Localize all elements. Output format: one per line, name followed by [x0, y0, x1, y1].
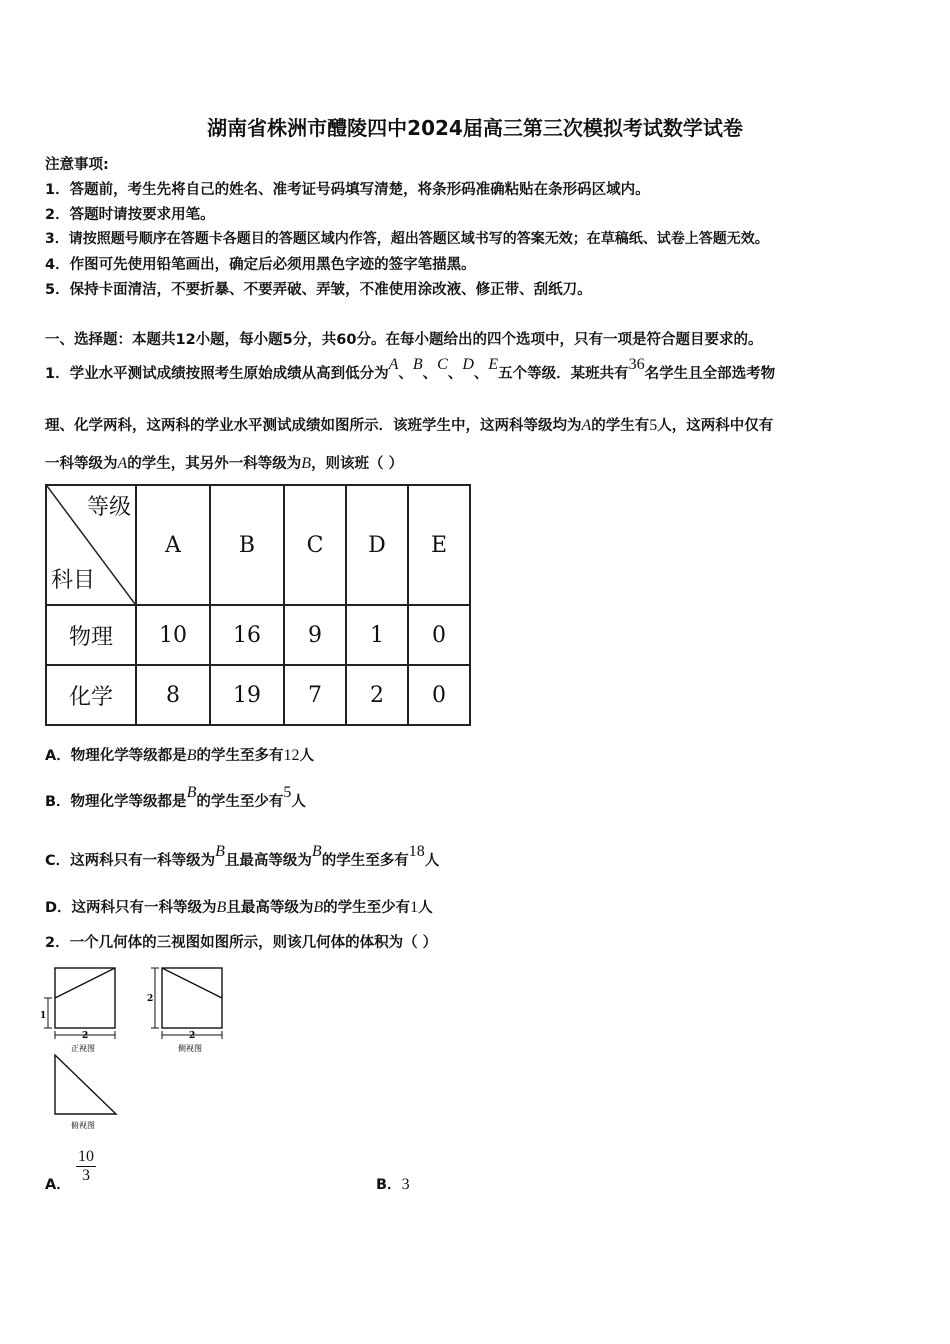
number: 5	[649, 417, 658, 434]
column-header: C	[284, 485, 346, 605]
value-cell: 2	[346, 665, 408, 725]
notice-item: 5．保持卡面清洁，不要折暴、不要弄破、弄皱，不准使用涂改液、修正带、刮纸刀。	[45, 282, 592, 298]
side-view	[151, 968, 222, 1039]
separator: 、	[473, 366, 489, 382]
column-header: D	[346, 485, 408, 605]
q1-text: ，则该班（ ）	[311, 456, 404, 472]
table-row	[46, 605, 470, 665]
value-cell: 9	[284, 605, 346, 665]
notice-heading: 注意事项:	[45, 157, 109, 173]
q2-option-b[interactable]	[376, 1173, 410, 1194]
option-text: 的学生至多有	[321, 853, 409, 869]
fraction-denominator: 3	[82, 1167, 90, 1184]
q1-option-b[interactable]	[45, 784, 306, 811]
subject-cell: 物理	[46, 605, 136, 665]
fraction	[76, 1148, 96, 1185]
notice-item: 2．答题时请按要求用笔。	[45, 207, 215, 223]
side-view-caption: 侧视图	[178, 1044, 202, 1053]
table-corner-cell	[46, 485, 136, 605]
front-view	[44, 968, 115, 1039]
q1-line-1	[45, 356, 776, 383]
page-title: 湖南省株洲市醴陵四中2024届高三第三次模拟考试数学试卷	[207, 116, 743, 140]
grade-letter: C	[437, 356, 448, 373]
value-cell: 10	[136, 605, 210, 665]
q1-text: 的学生有	[591, 418, 650, 434]
notice-item: 4．作图可先使用铅笔画出，确定后必须用黑色字迹的签字笔描黑。	[45, 257, 476, 273]
q1-option-d[interactable]	[45, 896, 433, 917]
variable: B	[216, 899, 227, 916]
option-text: 且最高等级为	[226, 900, 314, 916]
number: 36	[628, 356, 645, 373]
number: 18	[408, 843, 425, 860]
value-cell: 0	[408, 665, 470, 725]
front-width-label: 2	[82, 1031, 89, 1041]
header-subject-label: 科目	[51, 568, 96, 593]
variable: B	[186, 784, 197, 801]
option-text: 且最高等级为	[224, 853, 312, 869]
q1-line-2	[45, 414, 773, 435]
q1-option-a[interactable]	[45, 744, 314, 765]
column-header: B	[210, 485, 284, 605]
variable: B	[311, 843, 322, 860]
variable: B	[186, 747, 197, 764]
front-height-label: 1	[40, 1011, 47, 1021]
value-cell: 16	[210, 605, 284, 665]
column-header: A	[136, 485, 210, 605]
option-value: 3	[401, 1176, 410, 1193]
side-height-label: 2	[147, 994, 154, 1004]
column-header: E	[408, 485, 470, 605]
subject-cell: 化学	[46, 665, 136, 725]
q1-text: 理、化学两科，这两科的学业水平测试成绩如图所示．该班学生中，这两科等级均为	[45, 418, 582, 434]
option-text: 人	[299, 748, 315, 764]
variable: B	[215, 843, 225, 860]
option-text: B．物理化学等级都是	[45, 794, 187, 810]
value-cell: 7	[284, 665, 346, 725]
option-text: A．物理化学等级都是	[45, 748, 187, 764]
option-label: B．	[376, 1177, 402, 1193]
table-row	[46, 665, 470, 725]
q1-text: 的学生，其另外一科等级为	[127, 456, 302, 472]
q1-text: 1．学业水平测试成绩按照考生原始成绩从高到低分为	[45, 366, 389, 382]
variable: B	[313, 899, 324, 916]
top-view	[55, 1055, 116, 1114]
value-cell: 8	[136, 665, 210, 725]
section-heading: 一、选择题：本题共12小题，每小题5分，共60分。在每小题给出的四个选项中，只有一项是符合题目要求的。	[45, 332, 763, 348]
value-cell: 0	[408, 605, 470, 665]
q1-text: 五个等级．某班共有	[498, 366, 629, 382]
option-text: 的学生至少有	[196, 794, 284, 810]
grade-letter: B	[412, 356, 423, 373]
q2-option-a-value[interactable]	[76, 1148, 96, 1185]
option-text: D．这两科只有一科等级为	[45, 900, 217, 916]
q1-option-c[interactable]	[45, 843, 440, 870]
option-text: 人	[424, 853, 440, 869]
separator: 、	[447, 366, 463, 382]
separator: 、	[398, 366, 413, 382]
grade-letter: D	[462, 356, 474, 373]
grade-letter: A	[388, 356, 399, 373]
q2-option-a-label[interactable]: A．	[45, 1177, 71, 1193]
option-text: 的学生至少有	[323, 900, 411, 916]
option-text: 的学生至多有	[196, 748, 284, 764]
separator: 、	[422, 366, 438, 382]
number: 12	[283, 747, 300, 764]
q1-line-3	[45, 452, 403, 473]
option-text: 人	[291, 794, 306, 810]
q1-text: 人，这两科中仅有	[657, 418, 774, 434]
option-text: 人	[418, 900, 433, 916]
grade-table	[45, 484, 471, 726]
variable: A	[117, 455, 128, 472]
grade-letter: E	[488, 356, 499, 373]
three-views-figure	[38, 960, 238, 1132]
top-view-caption: 俯视图	[71, 1121, 95, 1130]
side-width-label: 2	[189, 1031, 196, 1041]
variable: B	[301, 455, 312, 472]
notice-item: 1．答题前，考生先将自己的姓名、准考证号码填写清楚，将条形码准确粘贴在条形码区域内。	[45, 182, 650, 198]
q1-text: 一科等级为	[45, 456, 118, 472]
value-cell: 19	[210, 665, 284, 725]
number: 5	[283, 784, 292, 801]
header-grade-label: 等级	[86, 495, 131, 520]
notice-item: 3．请按照题号顺序在答题卡各题目的答题区域内作答，超出答题区域书写的答案无效；在草稿纸、试卷上答题无效。	[45, 231, 769, 247]
option-text: C．这两科只有一科等级为	[45, 853, 216, 869]
value-cell: 1	[346, 605, 408, 665]
front-view-caption: 正视图	[71, 1044, 95, 1053]
variable: A	[581, 417, 592, 434]
number: 1	[410, 899, 419, 916]
q1-text: 名学生且全部选考物	[644, 366, 776, 382]
q2-stem: 2．一个几何体的三视图如图所示，则该几何体的体积为（ ）	[45, 935, 438, 951]
fraction-numerator: 10	[78, 1148, 94, 1165]
